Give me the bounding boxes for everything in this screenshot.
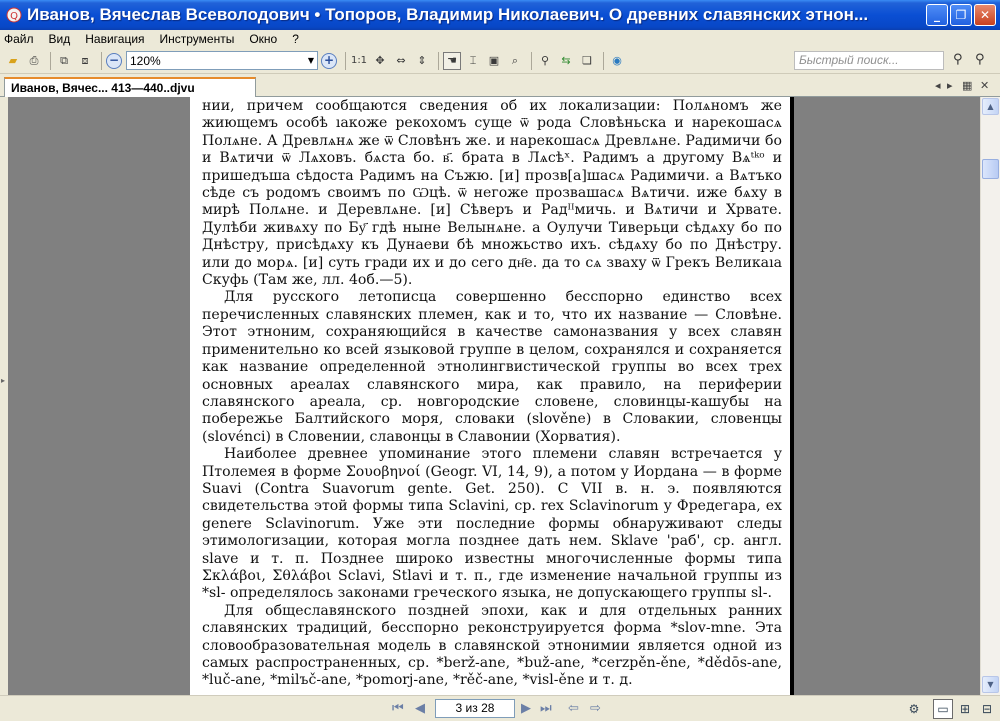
close-button[interactable] <box>974 4 996 26</box>
vertical-scrollbar[interactable] <box>980 97 1000 695</box>
pages-button[interactable] <box>578 52 596 70</box>
actual-size-button[interactable] <box>350 52 368 70</box>
folder-icon: ▰ <box>8 54 18 67</box>
web-button[interactable] <box>608 52 626 70</box>
menu-file[interactable]: Файл <box>4 32 34 46</box>
forward-button[interactable]: ⇨ <box>590 701 601 716</box>
toolbar-separator <box>345 52 346 70</box>
menu-view[interactable]: Вид <box>48 32 71 46</box>
paragraph: Для русского летописца совершенно бесспорно единство всех перечисленных славянских племен, как и то, что их название — Словѣне. Этот этноним, сохраняющийся в качестве самоназвания у всех славян применительно ко всей языковой группе в целом, сохранялся и сохраняется как название определенной этнолингвистической группы во всех трех основных ареалах славянского мира, как правило, на периферии славянского ареала, ср. новгородские словене, словинцы-кашубы на побережье Балтийского моря, словаки (slověne) в Словакии, словенцы (slovénci) в Словении, славонцы в Славонии (Хорватия). <box>202 289 782 445</box>
globe-icon: ◉ <box>612 54 622 67</box>
sidebar-expand-icon[interactable]: ▸ <box>1 376 6 385</box>
binoculars-icon: ⚲ <box>540 54 550 67</box>
copy-icon: ⧉ <box>60 53 68 67</box>
export-button[interactable] <box>76 52 94 70</box>
tab-prev-icon[interactable]: ◂ <box>935 79 941 92</box>
menu-help[interactable]: ? <box>292 32 299 46</box>
minimize-icon: _ <box>934 8 940 22</box>
arrow-up-icon: ▲ <box>987 102 994 111</box>
maximize-button[interactable] <box>950 4 972 26</box>
last-page-button[interactable]: ⏭ <box>540 701 552 716</box>
toolbar-separator <box>50 52 51 70</box>
find-button[interactable] <box>536 52 554 70</box>
tab-close-icon[interactable]: ✕ <box>980 79 990 92</box>
title-bar <box>0 0 1000 30</box>
single-page-view-button[interactable]: ▭ <box>933 699 953 719</box>
scroll-down-button[interactable] <box>982 676 999 693</box>
toolbar-separator <box>101 52 102 70</box>
area-select-icon: ▣ <box>488 54 500 67</box>
magnifier-icon: ⌕ <box>511 53 519 67</box>
select-text-button[interactable] <box>464 52 482 70</box>
facing-pages-view-button[interactable]: ⊟ <box>981 702 993 716</box>
search-next-icon[interactable]: ⚲ <box>975 52 985 67</box>
quick-search-input[interactable]: Быстрый поиск... <box>794 51 944 70</box>
tab-strip <box>0 75 1000 97</box>
prev-page-button[interactable]: ◀ <box>415 701 425 716</box>
hand-icon: ☚ <box>447 54 457 67</box>
arrows-icon: ⇆ <box>561 54 571 67</box>
app-icon <box>6 7 22 23</box>
tab-next-icon[interactable]: ▸ <box>947 79 953 92</box>
fit-height-icon: ⇕ <box>417 54 427 67</box>
chevron-down-icon: ▼ <box>307 56 315 65</box>
paragraph: Для общеславянского поздней эпохи, как и для отдельных ранних славянских традиций, бесспорно реконструируется форма *slov-mne. Эта словообразовательная модель в славянской этнонимии является одной из самых распространенных, ср. *berž-ane, *buž-ane, *cerzpěn-ěne, *dědōs-ane, *luč-ane, *milъč-ane, *pomorj-ane, *rěč-ane, *visl-ěne и т. д. <box>202 602 782 689</box>
print-button[interactable] <box>25 52 43 70</box>
scroll-up-button[interactable] <box>982 98 999 115</box>
continuous-view-button[interactable]: ⊞ <box>959 702 971 716</box>
zoom-out-button[interactable] <box>106 53 122 69</box>
document-tab[interactable]: Иванов, Вячес... 413—440..djvu <box>4 77 256 98</box>
menu-bar <box>0 30 1000 48</box>
zoom-in-button[interactable] <box>321 53 337 69</box>
pages-icon: ❏ <box>582 54 592 67</box>
plus-icon: + <box>323 52 335 67</box>
svg-text:Q: Q <box>10 11 18 22</box>
menu-navigation[interactable]: Навигация <box>85 32 145 46</box>
paragraph: нии, причем сообщаются сведения об их локализации: Полѧномъ же жиющемъ особѣ ıакоже рекохомъ суще ѿ рода Словѣньска и нарекошасѧ Полѧне. А Древлѧнѧ же ѿ Словѣнъ же. и нарекошасѧ Древлѧне. Радимичи бо и Вѧтичи ѿ Лѧховъ. бѧста бо. в҃. брата в Лѧсѣˣ. Радимъ а другому Вѧᵗᵏᵒ и пришедъша сѣдоста Радимъ на Съжю. [и] прозв[а]шасѧ Радимичи. а Вѧтъко сѣде съ родомъ своимъ по Ѡцѣ. ѿ негоже прозвашасѧ Вѧтичи. иже бѧху в мирѣ Полѧне. и Деревлѧне. [и] Сѣверъ и Радᴵᴵмичь. и Вѧтичи и Хрвате. Дулѣби живѧху по Бу҃ гдѣ ныне Велынѧне. а Оулучи Тиверьци сѣдѧху бо по Днѣстру, присѣдѧху къ Дунаеви бѣ множьство ихъ. сѣдѧху бо по Днѣстру. или до морѧ. [и] суть гради их и до сего дн҃е. да то сѧ зваху ѿ Грекъ Великаıа Скуфь (Там же, лл. 4об.—5). <box>202 98 782 289</box>
tab-list-icon[interactable]: ▦ <box>962 79 973 92</box>
minimize-button[interactable] <box>926 4 948 26</box>
open-folder-button[interactable] <box>4 52 22 70</box>
status-bar <box>0 695 1000 721</box>
text-select-icon: ⌶ <box>469 53 477 67</box>
fit-height-button[interactable] <box>413 52 431 70</box>
page-indicator[interactable]: 3 из 28 <box>435 699 515 718</box>
window-title: Иванов, Вячеслав Всеволодович • Топоров, Владимир Николаевич. О древних славянских этнон... <box>27 5 869 24</box>
close-icon: ✕ <box>979 8 991 22</box>
search-binoculars-icon[interactable]: ⚲ <box>953 52 963 67</box>
document-viewport[interactable] <box>8 97 980 695</box>
fit-width-icon: ⇔ <box>396 54 406 67</box>
magnify-button[interactable] <box>506 52 524 70</box>
fit-width-button[interactable] <box>392 52 410 70</box>
select-area-button[interactable] <box>485 52 503 70</box>
document-page <box>190 97 794 695</box>
sync-button[interactable] <box>557 52 575 70</box>
back-button[interactable]: ⇦ <box>568 701 579 716</box>
printer-icon: ⎙ <box>29 53 39 67</box>
actual-size-label: 1:1 <box>350 55 368 66</box>
arrow-down-icon: ▼ <box>987 680 994 689</box>
first-page-button[interactable]: ⏮ <box>392 701 404 716</box>
restore-icon: ❐ <box>955 8 967 22</box>
copy-button[interactable] <box>55 52 73 70</box>
fit-page-button[interactable] <box>371 52 389 70</box>
menu-window[interactable]: Окно <box>249 32 278 46</box>
zoom-value: 120% <box>130 53 161 68</box>
toolbar-separator <box>438 52 439 70</box>
scrollbar-thumb[interactable] <box>982 159 999 179</box>
toolbar-separator <box>531 52 532 70</box>
sidebar-collapsed <box>0 97 8 695</box>
next-page-button[interactable]: ▶ <box>521 701 531 716</box>
fit-page-icon: ✥ <box>375 54 385 67</box>
minus-icon: − <box>108 52 120 67</box>
toolbar-separator <box>603 52 604 70</box>
hand-tool-button[interactable] <box>443 52 461 70</box>
export-icon: ⧈ <box>81 53 89 67</box>
zoom-select[interactable] <box>126 51 318 70</box>
menu-tools[interactable]: Инструменты <box>159 32 235 46</box>
display-mode-icon[interactable]: ⚙ <box>908 702 920 716</box>
paragraph: Наиболее древнее упоминание этого племени славян встречается у Птолемея в форме Σουοβηνοί (Geogr. VI, 14, 9), а потом у Иордана — в форме Suavi (Contra Suavorum gente. Get. 250). С VII в. н. э. появляются свидетельства этой формы типа Sclavini, ср. rex Sclavinorum у Фредегара, ex genere Sclavinorum. Уже эти последние формы обнаруживают следы этимологизации, которая могла позднее дать нем. Sklave 'раб', ср. англ. slave и т. п. Позднее широко известны многочисленные формы типа Σκλάβοι, Σθλάβοι Sclavi, Stlavi и т. п., где изменение начальной группы из *sl- определялось законами греческого языка, не допускающего группы sl-. <box>202 446 782 602</box>
